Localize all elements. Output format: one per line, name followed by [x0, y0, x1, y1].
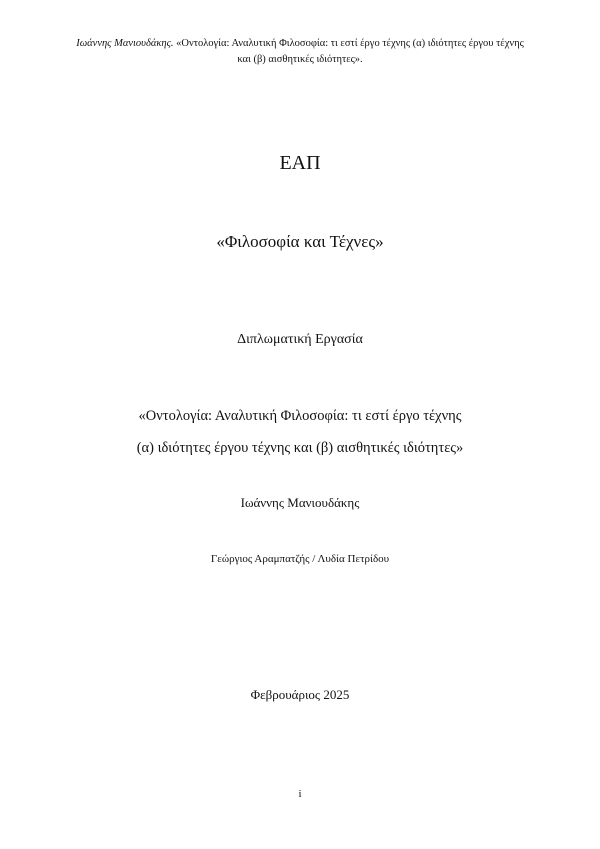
thesis-title [40, 400, 560, 464]
running-header [60, 36, 540, 68]
supervisors: Γεώργιος Αραμπατζής / Λυδία Πετρίδου [210, 553, 390, 565]
running-header-line-1 [60, 36, 540, 52]
thesis-title-line-1: «Οντολογία: Αναλυτική Φιλοσοφία: τι εστί έργο τέχνης [138, 408, 462, 424]
running-header-title-part-2: και (β) αισθητικές ιδιότητες». [237, 54, 363, 65]
program-name: «Φιλοσοφία και Τέχνες» [216, 232, 384, 251]
page-number: i [298, 788, 302, 800]
running-header-author: Ιωάννης Μανιουδάκης. [76, 38, 174, 49]
student-name: Ιωάννης Μανιουδάκης [240, 495, 360, 510]
submission-date: Φεβρουάριος 2025 [250, 687, 350, 702]
running-header-title-part-1: «Οντολογία: Αναλυτική Φιλοσοφία: τι εστί έργο τέχνης (α) ιδιότητες έργου τέχνης [176, 38, 524, 49]
thesis-title-line-2: (α) ιδιότητες έργου τέχνης και (β) αισθητικές ιδιότητες» [136, 440, 464, 456]
document-type: Διπλωματική Εργασία [237, 332, 363, 347]
organization-name: ΕΑΠ [279, 152, 321, 174]
